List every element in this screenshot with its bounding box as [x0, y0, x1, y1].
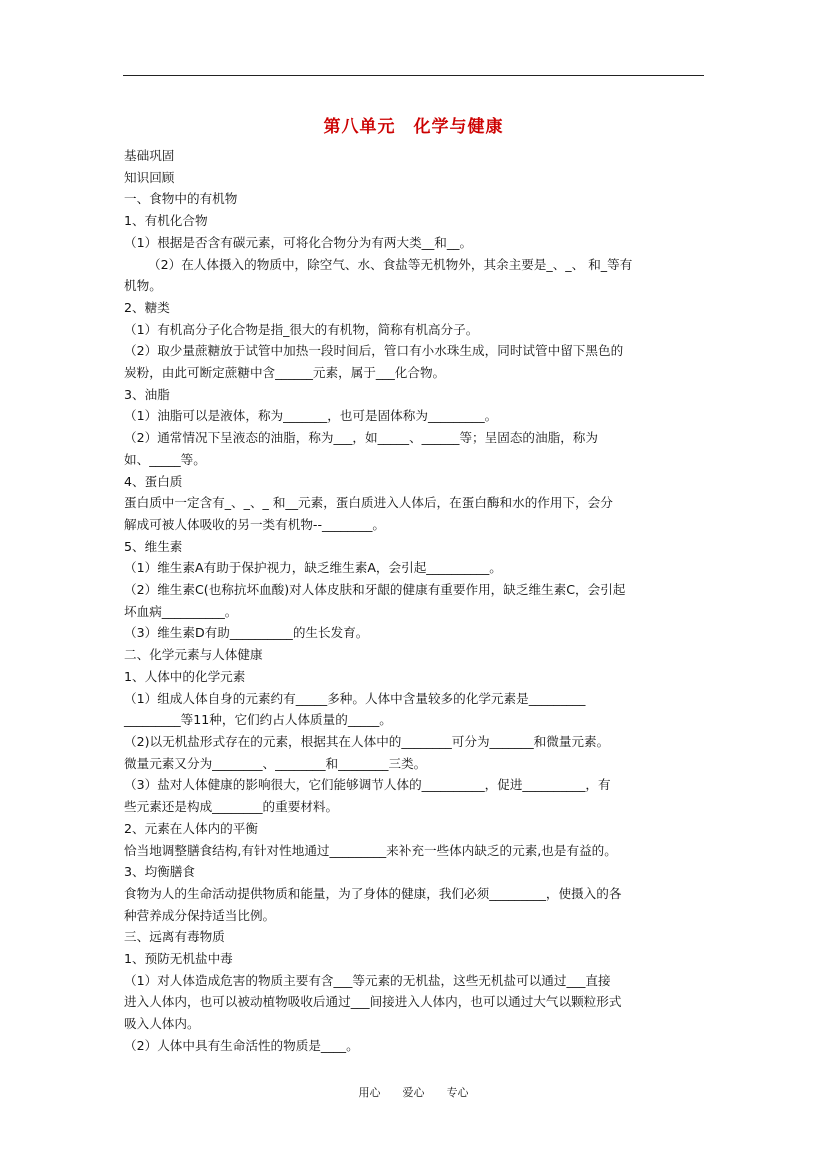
text-line: 坏血病__________。	[124, 603, 238, 619]
text-line: 进入人体内，也可以被动植物吸收后通过___间接进入人体内，也可以通过大气以颗粒形式	[124, 994, 622, 1010]
text-line: （1）组成人体自身的元素约有_____多种。人体中含量较多的化学元素是_________	[124, 690, 586, 706]
document-body	[124, 145, 706, 1057]
section-heading: 二、化学元素与人体健康	[124, 647, 263, 663]
text-line: 吸入人体内。	[124, 1016, 200, 1032]
text-line: 炭粉，由此可断定蔗糖中含______元素，属于___化合物。	[124, 365, 446, 381]
text-line: （1）对人体造成危害的物质主要有含___等元素的无机盐，这些无机盐可以通过___直接	[124, 972, 611, 988]
text-line: 种营养成分保持适当比例。	[124, 907, 276, 923]
text-line: （2）维生素C(也称抗坏血酸)对人体皮肤和牙龈的健康有重要作用，缺乏维生素C，会引起	[124, 582, 626, 598]
text-line: （2）取少量蔗糖放于试管中加热一段时间后，管口有小水珠生成，同时试管中留下黑色的	[124, 343, 624, 359]
text-line: （2)以无机盐形式存在的元素，根据其在人体中的________可分为_______和微量元素。	[124, 733, 610, 749]
subsection-heading: 1、有机化合物	[124, 213, 208, 229]
text-line: （1）根据是否含有碳元素，可将化合物分为有两大类__和__。	[124, 234, 473, 250]
subsection-heading: 1、预防无机盐中毒	[124, 951, 233, 967]
text-line: （2）通常情况下呈液态的油脂，称为___，如_____、______等；呈固态的油脂，称为	[124, 430, 598, 446]
subsection-heading: 3、油脂	[124, 386, 170, 402]
text-line: （1）维生素A有助于保护视力，缺乏维生素A，会引起__________。	[124, 560, 502, 576]
text-line: （1）有机高分子化合物是指_很大的有机物，简称有机高分子。	[124, 321, 479, 337]
subsection-heading: 4、蛋白质	[124, 473, 183, 489]
page-title: 第八单元 化学与健康	[323, 117, 504, 137]
section-heading: 基础巩固	[124, 148, 175, 163]
text-line: （3）盐对人体健康的影响很大，它们能够调节人体的__________，促进__________，有	[124, 777, 611, 793]
text-line: 蛋白质中一定含有_、_、_ 和__元素，蛋白质进入人体后，在蛋白酶和水的作用下，会分	[124, 495, 613, 511]
text-line: _________等11种，它们约占人体质量的_____。	[124, 712, 392, 728]
text-line: 些元素还是构成________的重要材料。	[124, 799, 339, 815]
section-heading: 知识回顾	[124, 169, 175, 185]
text-line: （1）油脂可以是液体，称为_______，也可是固体称为_________。	[124, 408, 498, 424]
text-line: （3）维生素D有助__________的生长发育。	[124, 625, 369, 641]
section-heading: 三、远离有毒物质	[124, 929, 225, 945]
subsection-heading: 1、人体中的化学元素	[124, 668, 246, 684]
text-line: 微量元素又分为________、________和________三类。	[124, 755, 427, 771]
subsection-heading: 2、元素在人体内的平衡	[124, 820, 258, 836]
text-line: 解成可被人体吸收的另一类有机物--________。	[124, 516, 385, 532]
subsection-heading: 3、均衡膳食	[124, 864, 195, 880]
page-footer: 用心 爱心 专心	[358, 1086, 469, 1099]
text-line: 恰当地调整膳食结构,有针对性地通过_________来补充一些体内缺乏的元素,也是有益的。	[124, 842, 617, 858]
section-heading: 一、食物中的有机物	[124, 191, 238, 207]
text-line: 如、_____等。	[124, 451, 206, 467]
text-line: 机物。	[124, 278, 162, 294]
text-line: （2）在人体摄入的物质中，除空气、水、食盐等无机物外，其余主要是_、_、 和_等有	[148, 256, 633, 272]
subsection-heading: 5、维生素	[124, 538, 183, 554]
header-rule	[123, 75, 704, 76]
text-line: 食物为人的生命活动提供物质和能量，为了身体的健康，我们必须_________，使摄入的各	[124, 885, 622, 901]
text-line: （2）人体中具有生命活性的物质是____。	[124, 1037, 359, 1053]
subsection-heading: 2、糖类	[124, 299, 170, 315]
